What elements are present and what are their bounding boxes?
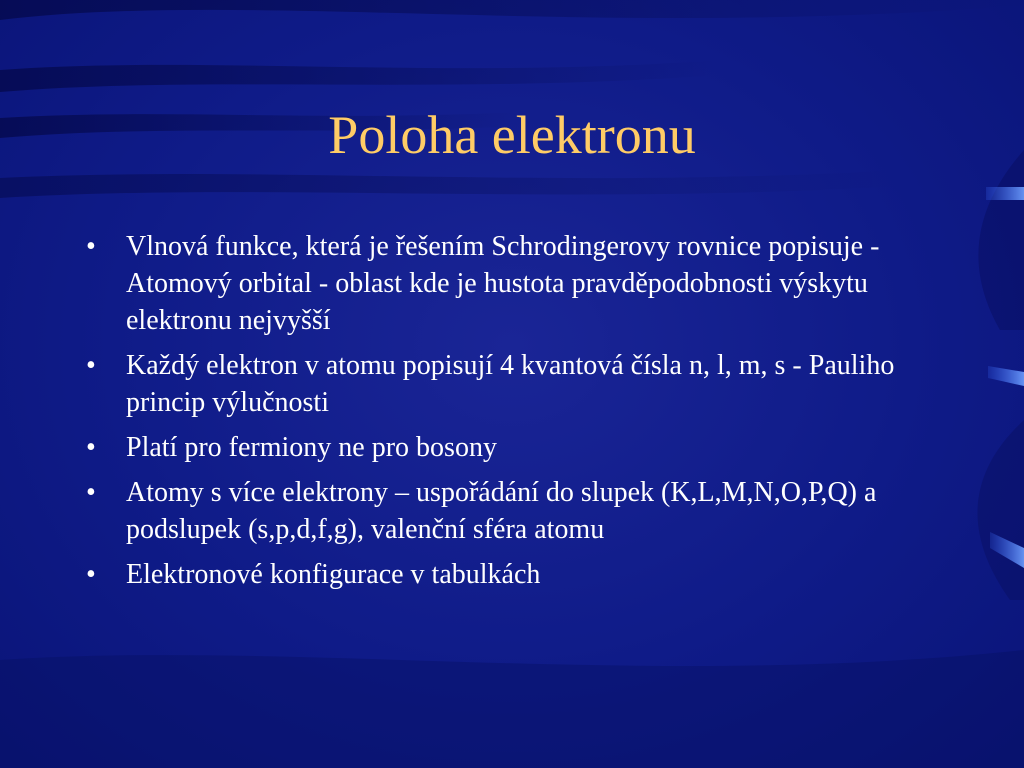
background-streak (0, 60, 720, 92)
edge-tab (986, 187, 1024, 200)
background-streak (978, 150, 1024, 330)
edge-tab (988, 366, 1024, 386)
background-streak (0, 170, 900, 198)
background-streak (0, 0, 1024, 20)
bullet-item (86, 228, 946, 339)
bullet-text: Elektronové konfigurace v tabulkách (126, 559, 541, 590)
bullet-item (86, 474, 946, 548)
bullet-icon: • (86, 432, 96, 463)
background-streak (0, 650, 1024, 768)
bullet-text: Vlnová funkce, která je řešením Schrodingerovy rovnice popisuje - Atomový orbital - oblast kde je hustota pravděpodobnosti výskytu elektronu nejvyšší (126, 231, 880, 336)
bullet-icon: • (86, 477, 96, 508)
bullet-icon: • (86, 559, 96, 590)
bullet-item (86, 556, 946, 593)
bullet-text: Každý elektron v atomu popisují 4 kvantová čísla n, l, m, s - Pauliho princip výlučnosti (126, 350, 895, 418)
bullet-icon: • (86, 350, 96, 381)
bullet-text: Platí pro fermiony ne pro bosony (126, 432, 497, 463)
bullet-item (86, 347, 946, 421)
background-streak (977, 420, 1024, 600)
slide-title: Poloha elektronu (328, 105, 696, 165)
bullet-list (86, 228, 946, 601)
bullet-icon: • (86, 231, 96, 262)
bullet-text: Atomy s více elektrony – uspořádání do slupek (K,L,M,N,O,P,Q) a podslupek (s,p,d,f,g), valenční sféra atomu (126, 477, 877, 545)
bullet-item (86, 429, 946, 466)
